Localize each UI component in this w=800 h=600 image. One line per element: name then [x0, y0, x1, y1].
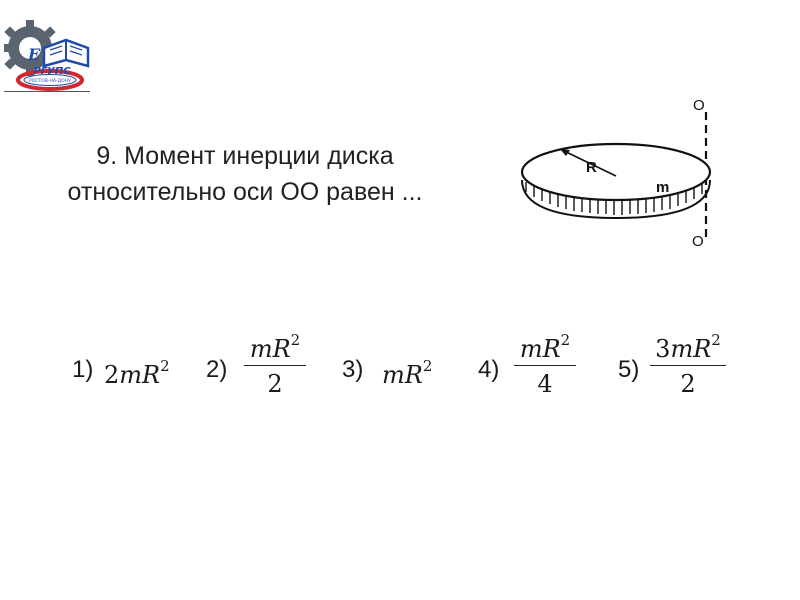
disk-figure	[512, 92, 736, 256]
option-4-formula[interactable]: $\frac{mR^2}{4}$	[514, 334, 576, 398]
question-line-1: 9. Момент инерции диска	[96, 142, 394, 170]
option-2-formula[interactable]: $\frac{mR^2}{2}$	[244, 334, 306, 398]
option-4-number: 4)	[478, 356, 500, 383]
question-text	[30, 138, 460, 210]
logo-ring-text: РОСТОВ-НА-ДОНУ	[29, 79, 71, 84]
option-5-number: 5)	[618, 356, 640, 383]
axis-label-top: O	[693, 97, 705, 114]
option-3-formula[interactable]: $mR^2$	[382, 357, 433, 389]
logo-letter: Е	[28, 45, 41, 64]
answer-options	[0, 330, 800, 420]
disk-top	[522, 144, 710, 200]
option-5-formula[interactable]: $\frac{3mR^2}{2}$	[650, 334, 726, 398]
logo-divider	[4, 91, 90, 92]
university-logo	[4, 14, 96, 94]
option-1-formula[interactable]: $2mR^2$	[104, 357, 170, 389]
option-1-number: 1)	[72, 356, 94, 383]
logo-text: РГУПС	[33, 66, 71, 77]
mass-label: m	[656, 179, 670, 196]
question-line-2: относительно оси ОО равен ...	[67, 178, 423, 206]
axis-label-bottom: O	[692, 233, 704, 250]
option-2-number: 2)	[206, 356, 228, 383]
option-3-number: 3)	[342, 356, 364, 383]
radius-label: R	[586, 159, 597, 176]
